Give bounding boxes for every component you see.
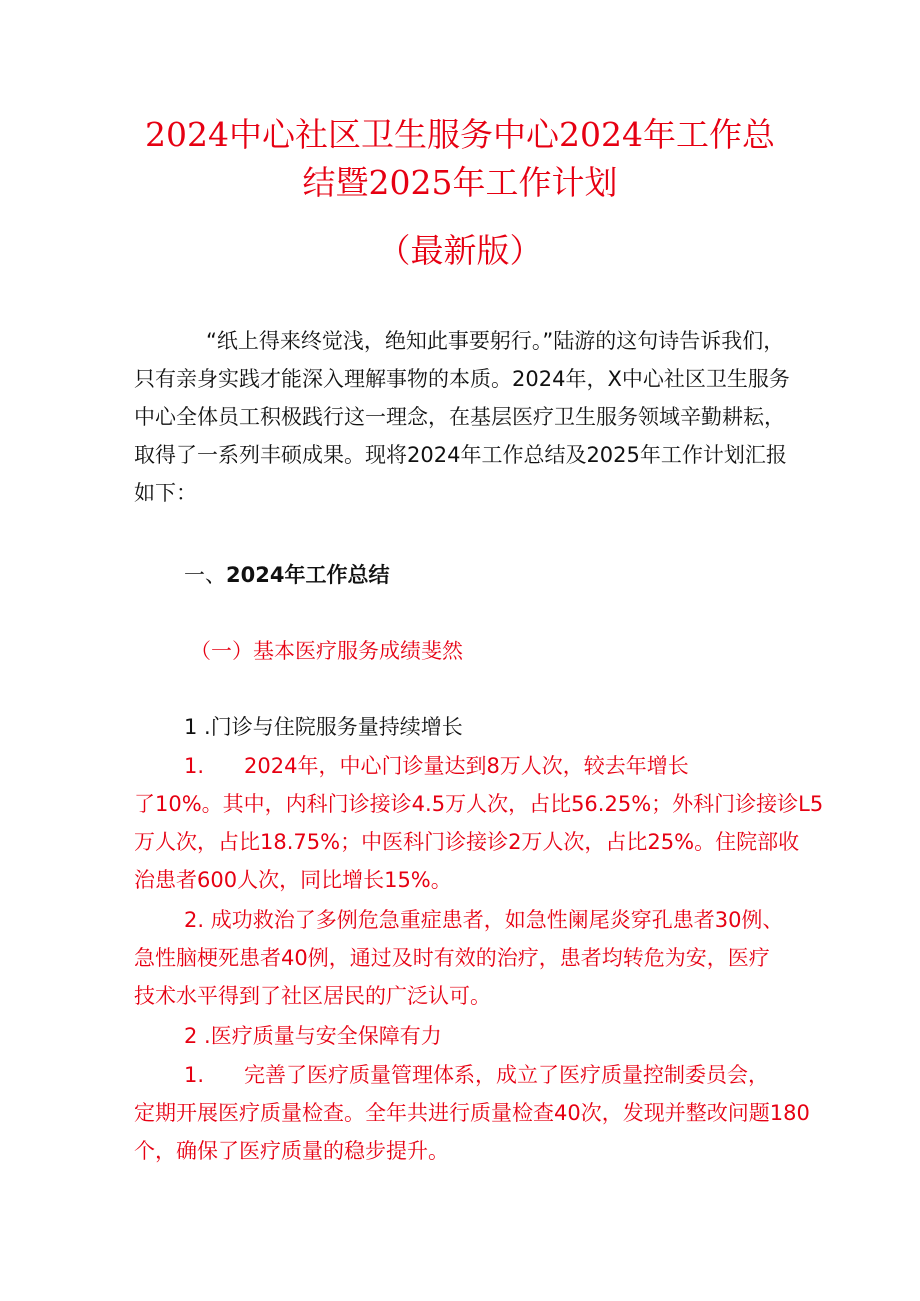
item-text-line: 2024年，中心门诊量达到8万人次，较去年增长 [244,754,689,778]
intro-line: “纸上得来终觉浅，绝知此事要躬行。”陆游的这句诗告诉我们， [206,329,785,353]
intro-line: 如下： [134,481,197,505]
item-number: 1. [184,754,205,778]
item-text-line: 急性脑梗死患者40例，通过及时有效的治疗，患者均转危为安，医疗 [134,946,770,970]
item-text-line: 个，确保了医疗质量的稳步提升。 [134,1139,449,1163]
section-heading-title: 2024年工作总结 [226,563,390,587]
section-heading [184,556,389,594]
intro-line: 中心全体员工积极践行这一理念，在基层医疗卫生服务领域辛勤耕耘， [134,405,785,429]
item-paragraph [134,785,824,899]
item-paragraph [134,901,800,1015]
item-text-line: 定期开展医疗质量检查。全年共进行质量检查40次，发现并整改问题180 [134,1101,810,1125]
item-text-line: 2. 成功救治了多例危急重症患者，如急性阑尾炎穿孔患者30例、 [184,908,784,932]
item-text-line: 治患者600人次，同比增长15%。 [134,868,452,892]
section-heading-prefix: 一、 [184,563,226,587]
item-heading: 1 .门诊与住院服务量持续增长 [184,715,463,739]
intro-line: 取得了一系列丰硕成果。现将2024年工作总结及2025年工作计划汇报 [134,443,787,467]
item-text-line: 技术水平得到了社区居民的广泛认可。 [134,984,491,1008]
document-subtitle: （最新版） [377,231,543,270]
document-title-line-2: 结暨2025年工作计划 [302,163,618,202]
item-heading: 2 .医疗质量与安全保障有力 [184,1024,442,1048]
item-text-line: 万人次，占比18.75%；中医科门诊接诊2万人次，占比25%。住院部收 [134,830,800,854]
intro-paragraph [134,322,800,512]
item-text-line: 完善了医疗质量管理体系，成立了医疗质量控制委员会， [244,1063,769,1087]
item-text-line: 了10%。其中，内科门诊接诊4.5万人次，占比56.25%；外科门诊接诊L5 [134,792,824,816]
intro-line: 只有亲身实践才能深入理解事物的本质。2024年，X中心社区卫生服务 [134,367,790,391]
item-number: 1. [184,1063,205,1087]
item-paragraph [134,1094,810,1170]
document-title-line-1: 2024中心社区卫生服务中心2024年工作总 [145,115,775,154]
subsection-heading: （一）基本医疗服务成绩斐然 [190,639,463,663]
